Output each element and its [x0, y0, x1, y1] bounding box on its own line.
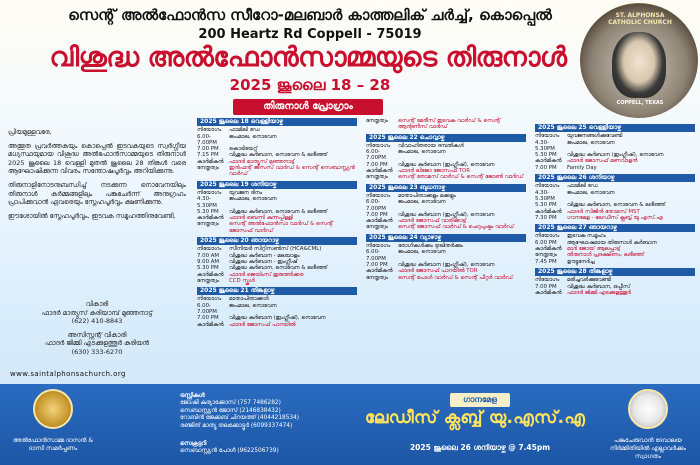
schedule-detail: സീനിയർ സിറ്റിസൺസ് (HCA&CML) — [229, 246, 322, 253]
schedule-detail: വിശുദ്ധ കുർബാന, നൊവേന & ലദീഞ്ഞ് — [567, 202, 666, 209]
schedule-time: കാർമികൻ — [535, 289, 562, 296]
saint-face-image — [612, 32, 666, 98]
schedule-row — [535, 259, 695, 265]
schedule-detail: സെന്റ് ജോസഫ് വാർഡ് & ചെറുപുഷ്പം വാർഡ് — [398, 224, 514, 231]
schedule-time: നേതൃത്വം — [366, 224, 388, 231]
schedule-time: നിയോഗം — [535, 233, 560, 240]
schedule-day — [366, 184, 526, 231]
schedule-row — [197, 165, 357, 178]
schedule-day — [535, 174, 695, 221]
schedule-detail: വിശുദ്ധ കുർബാന (ഇംഗ്ലീഷ്), നൊവേന — [398, 261, 495, 268]
church-building-icon — [628, 389, 668, 429]
trustees-title: ട്രസ്റ്റികൾ — [180, 393, 205, 399]
schedule-time: നേതൃത്വം — [535, 252, 557, 259]
schedule-detail: സെന്റ് മേരീസ് ഇടവക വാർഡ് & സെന്റ് ആന്റണീസ് വാർഡ് — [398, 118, 501, 131]
schedule-time: നേതൃത്വം — [197, 165, 219, 172]
schedule-day — [197, 287, 357, 328]
schedule-time: 7.00 AM — [197, 252, 220, 259]
schedule-detail: സെന്റ് അൽഫോൻസാ വാർഡ് & സെന്റ് ജോസഫ് വാർഡ് — [229, 221, 334, 234]
schedule-time: 5.30 PM — [197, 265, 219, 272]
schedule-time: നേതൃത്വം — [366, 118, 388, 124]
schedule-time: നിയോഗം — [535, 133, 560, 140]
schedule-time: നേതൃത്വം — [197, 221, 219, 228]
schedule-detail: വിശുദ്ധ കുർബാന, നൊവേന & ലദീഞ്ഞ് — [229, 152, 328, 159]
alphonsa-emblem-icon — [33, 389, 73, 429]
ganamela-label: ഗാനമേള — [450, 393, 510, 407]
schedule-detail: ഇൻഫന്റ് ജീസസ് വാർഡ് & സെന്റ് സെബാസ്റ്റ്യൻ വാർഡ് — [229, 165, 355, 178]
schedule-time: 4.30-5.30PM — [535, 139, 555, 152]
schedule-column-1 — [197, 118, 357, 331]
intro-greeting: പ്രിയമുള്ളവരേ, — [8, 128, 52, 136]
program-badge: തിരുനാൾ പ്രോഗ്രാം — [233, 99, 383, 115]
schedule-time: 7.00 PM — [366, 161, 388, 168]
schedule-detail: ഫാദർ ജെയിംസ് തുരുത്തിക്കര — [229, 271, 304, 278]
schedule-time: 7.45 PM — [535, 258, 557, 265]
schedule-detail: ജപമാല, നൊവേന — [398, 149, 446, 156]
schedule-time: 6.00-7.00PM — [366, 249, 386, 262]
schedule-detail: Family Day — [567, 164, 597, 171]
schedule-detail: ജപമാല, നൊവേന — [398, 199, 446, 206]
schedule-detail: ഫാദർ ജിമ്മി എടക്കുളത്തൂർ — [567, 289, 631, 296]
schedule-time: 7.00 PM — [197, 315, 219, 322]
schedule-time: 7.00 PM — [535, 164, 557, 171]
day-heading: 2025 ജൂലൈ 23 ബുധനാഴ്ച — [366, 184, 526, 192]
schedule-row — [197, 278, 357, 284]
schedule-row — [535, 215, 695, 221]
schedule-detail: വിശുദ്ധ കുർബാന (ഇംഗ്ലീഷ്), നൊവേന — [229, 315, 326, 322]
schedule-detail: കൊടിയേറ്റ് — [229, 146, 258, 153]
schedule-day — [535, 268, 695, 296]
schedule-detail: ഗാനമേള - ലേഡീസ് ക്ലബ്ബ് യു.എസ്.എ — [567, 214, 663, 221]
schedule-time: 6.00-7.00PM — [197, 302, 217, 316]
schedule-detail: സെന്റ് പോൾ വാർഡ് & സെന്റ് പീറ്റർ വാർഡ് — [398, 274, 513, 281]
schedule-time: 4.30-5.30PM — [197, 196, 217, 209]
schedule-column-3 — [535, 124, 695, 299]
feast-dates: 2025 ജൂലൈ 18 – 28 — [229, 76, 391, 94]
secretary-title: സെക്രട്ടറി — [180, 441, 207, 447]
schedule-time: നേതൃത്വം — [366, 274, 388, 281]
schedule-time: കാർമികൻ — [197, 321, 224, 328]
schedule-detail: രോഗികൾക്കും ദുഃഖിതർക്കും — [398, 243, 463, 250]
schedule-detail: ഫാദർ ജോസഫ് പാറയിൽ TOR — [398, 268, 478, 275]
schedule-time: നിയോഗം — [197, 296, 222, 303]
trustee-entry: രഞ്ജിത് മാത്യു തലക്കോട്ടൂർ (6099337474) — [180, 422, 293, 429]
schedule-time: നിയോഗം — [535, 277, 560, 284]
schedule-time: 5.30 PM — [535, 152, 557, 159]
schedule-detail: ഫാദർ ബെന്നി കുന്നപ്പിള്ളി — [229, 215, 293, 222]
schedule-detail: വിശുദ്ധ കുർബാന - മലയാളം — [229, 252, 300, 259]
church-name: സെന്റ് അൽഫോൻസ സീറോ-മലബാർ കാത്തലിക് ചർച്ച്, കൊപ്പെൽ — [68, 6, 552, 24]
trustees-block — [180, 393, 350, 430]
schedule-detail: വിശുദ്ധ കുർബാന, ഒപ്പീസ് — [567, 283, 631, 290]
day-heading: 2025 ജൂലൈ 18 വെള്ളിയാഴ്ച — [197, 118, 357, 126]
schedule-detail: CCD സ്കൂൾ — [229, 277, 255, 284]
schedule-detail: വിശുദ്ധ കുർബാന, നൊവേന & ലദീഞ്ഞ് — [229, 208, 328, 215]
schedule-day — [197, 118, 357, 178]
church-address: 200 Heartz Rd Coppell - 75019 — [198, 27, 422, 42]
schedule-detail: ഫാദർ ജോസഫ് മണവാളൻ — [567, 158, 638, 165]
schedule-row — [366, 149, 526, 162]
schedule-detail: ജപമാല, നൊവേന — [229, 133, 277, 140]
schedule-detail: ജപമാല, നൊവേന — [398, 249, 446, 256]
schedule-time: 7.00 PM — [197, 146, 219, 153]
trustee-entry: ജോഷി കുര്യാക്കോസ് (757 7486282) — [180, 400, 281, 407]
schedule-detail: മാതാപിതാക്കളും മക്കളും — [398, 192, 456, 199]
vicar-block — [8, 300, 186, 357]
schedule-time: 6.00-7.00PM — [366, 149, 386, 162]
schedule-detail: ഫാദർ ലിജോ ജോസഫ് TOR — [398, 168, 471, 175]
asst-vicar-title: അസിസ്റ്റന്റ് വികാരി — [67, 330, 127, 339]
schedule-day — [197, 181, 357, 234]
schedule-time: കാർമികൻ — [366, 218, 393, 225]
vicar-title: വികാരി — [85, 300, 109, 308]
schedule-time: നിയോഗം — [366, 142, 391, 149]
schedule-time: നിയോഗം — [366, 192, 391, 199]
schedule-time: കാർമികൻ — [366, 168, 393, 175]
schedule-row — [535, 190, 695, 203]
schedule-time: കാർമികൻ — [197, 215, 224, 222]
schedule-row — [197, 322, 357, 328]
schedule-detail: വിശുദ്ധ കുർബാന, നൊവേന & ലദീഞ്ഞ് — [229, 265, 328, 272]
schedule-detail: ജപമാല, നൊവേന — [567, 139, 615, 146]
schedule-time: 6.00-7.00PM — [197, 133, 217, 146]
secretary-block — [180, 441, 340, 455]
schedule-time: നേതൃത്വം — [366, 174, 388, 181]
schedule-time: 5.30 PM — [535, 202, 557, 209]
schedule-row — [197, 134, 357, 147]
schedule-row — [366, 275, 526, 281]
schedule-detail: തിരുനാൾ പ്രദക്ഷിണം, ലദീഞ്ഞ് — [567, 252, 645, 259]
schedule-time: 7.15 PM — [197, 152, 219, 159]
schedule-day — [366, 118, 526, 131]
asst-vicar-phone: (630) 333-6270 — [71, 347, 123, 356]
feast-title: വിശുദ്ധ അൽഫോൻസാമ്മയുടെ തിരുനാൾ — [49, 42, 567, 73]
intro-signoff: ഈശോയിൽ സ്നേഹപൂർവ്വം, ഇടവക സമൂഹത്തിനുവേണ്ടി, — [8, 211, 176, 220]
schedule-time: 7.00 PM — [535, 283, 557, 290]
schedule-time: 7.30 PM — [535, 214, 557, 221]
schedule-row — [366, 118, 526, 131]
schedule-row — [535, 140, 695, 153]
schedule-detail: വിശുദ്ധ കുർബാന - ഇംഗ്ലീഷ് — [229, 258, 298, 265]
schedule-row — [366, 249, 526, 262]
schedule-detail: ജപമാല, നൊവേന — [229, 196, 277, 203]
day-heading: 2025 ജൂലൈ 21 തിങ്കളാഴ്ച — [197, 287, 357, 295]
schedule-time: കാർമികൻ — [535, 158, 562, 165]
schedule-detail: ഫാദർ ജോസഫ് പാറയിൽ — [229, 321, 296, 328]
schedule-detail: വിവാഹിതരായ ദമ്പതികൾ — [398, 142, 464, 149]
schedule-time: നിയോഗം — [197, 189, 222, 196]
schedule-time: കാർമികൻ — [535, 208, 562, 215]
schedule-row — [197, 221, 357, 234]
schedule-detail: മരിച്ചവർക്കുവേണ്ടി — [567, 277, 611, 284]
schedule-column-2 — [366, 118, 526, 284]
schedule-detail: യുവജനങ്ങൾക്കുവേണ്ടി — [567, 133, 623, 140]
schedule-day — [535, 224, 695, 265]
schedule-time: കാർമികൻ — [366, 268, 393, 275]
schedule-detail: വിശുദ്ധ കുർബാന (ഇംഗ്ലീഷ്), നൊവേന — [567, 152, 664, 159]
schedule-row — [366, 224, 526, 230]
day-heading: 2025 ജൂലൈ 24 വ്യാഴാഴ്ച — [366, 234, 526, 242]
schedule-time: കാർമികൻ — [535, 246, 562, 253]
secretary-name: സെബാസ്റ്റ്യൻ പോൾ (9622506739) — [180, 448, 279, 455]
day-heading: 2025 ജൂലൈ 28 തിങ്കളാഴ്ച — [535, 268, 695, 276]
schedule-day — [197, 237, 357, 284]
vicar-phone: (622) 410-8843 — [71, 317, 123, 326]
schedule-day — [366, 134, 526, 181]
day-heading: 2025 ജൂലൈ 22 ചൊവ്വാഴ്ച — [366, 134, 526, 142]
schedule-time: 4.30-5.30PM — [535, 189, 555, 202]
schedule-detail: യുവജന ദിനം — [229, 189, 263, 196]
schedule-detail: ഫാദർ മാത്യുസ് മുഞ്ഞനാട്ട് — [229, 158, 295, 165]
schedule-detail: വിശുദ്ധ കുർബാന (ഇംഗ്ലീഷ്), നൊവേന — [398, 211, 495, 218]
portrait-ring-text: ST. ALPHONSA CATHOLIC CHURCH — [608, 12, 672, 26]
schedule-time: നിയോഗം — [366, 243, 391, 250]
asst-vicar-name: ഫാദർ ജിമ്മി എടക്കുളത്തൂർ കുരിയൻ — [45, 339, 149, 348]
ganamela-date: 2025 ജൂലൈ 26 ശനിയാഴ്ച @ 7.45pm — [409, 443, 551, 452]
schedule-row — [197, 196, 357, 209]
schedule-time: നിയോഗം — [535, 183, 560, 190]
schedule-detail: ഫാമിലി ഡേ — [229, 127, 260, 134]
schedule-detail: സെന്റ് തോമസ് വാർഡ് & സെന്റ് ജോൺ വാർഡ് — [398, 174, 524, 181]
schedule-time: 6.00 PM — [535, 239, 557, 246]
schedule-detail: മാതാപിതാക്കൾ — [229, 296, 269, 303]
schedule-detail: ഫാദർ സിജിൻ തോമസ് MST — [567, 208, 640, 215]
website-link[interactable]: www.saintalphonsachurch.org — [10, 370, 126, 378]
intro-paragraph: തിരുനാളിനോടനുബന്ധിച്ച് നടക്കുന്ന നൊവേനയിലും തിരുനാൾ കർമ്മങ്ങളിലും പങ്കുചേർന്ന് അനുഗ്രഹം പ്രാപിക്കുവാൻ ഏവരെയും സ്നേഹപൂർവ്വം ക്ഷണിക്കുന്നു. — [8, 180, 186, 207]
schedule-day — [366, 234, 526, 281]
portrait-location: COPPELL, TEXAS — [616, 100, 664, 106]
schedule-detail: ഊട്ടുനേർച്ച — [567, 258, 595, 265]
left-emblem-caption: അൽഫോൻസാമ്മ ദാസൻ & ദാസി സമർപ്പണം — [12, 437, 94, 452]
schedule-time: 5.30 PM — [197, 208, 219, 215]
schedule-time: 7.00 PM — [366, 261, 388, 268]
trustee-entry: റോബിൻ ജേക്കബ് ചിറയത്ത് (4044218534) — [180, 415, 300, 422]
day-heading: 2025 ജൂലൈ 19 ശനിയാഴ്ച — [197, 181, 357, 189]
schedule-row — [366, 199, 526, 212]
schedule-time: കാർമികൻ — [197, 271, 224, 278]
schedule-detail: ഇടവക സമൂഹം — [567, 233, 606, 240]
day-heading: 2025 ജൂലൈ 20 ഞായറാഴ്ച — [197, 237, 357, 245]
schedule-time: നിയോഗം — [197, 127, 222, 134]
schedule-time: കാർമികൻ — [197, 158, 224, 165]
schedule-time: നേതൃത്വം — [197, 277, 219, 284]
schedule-detail: ആഘോഷമായ തിരുനാൾ കുർബാന — [567, 239, 657, 246]
schedule-row — [366, 174, 526, 180]
schedule-time: 6.00-7.00PM — [366, 199, 386, 212]
ganamela-title: ലേഡീസ് ക്ലബ്ബ് യു.എസ്.എ — [364, 408, 586, 428]
schedule-row — [197, 303, 357, 316]
schedule-detail: മാർ ജോയ് ആലപ്പാട്ട് — [567, 246, 621, 253]
schedule-time: നിയോഗം — [197, 246, 222, 253]
intro-paragraph: അത്ഭുത പ്രവർത്തകയും കൊപ്പെൽ ഇടവകയുടെ സ്വർഗ്ഗീയ മധ്യസ്ഥയുമായ വിശുദ്ധ അൽഫോൻസാമ്മയുടെ തിരുനാൾ 2025 ജൂലൈ 18 വെള്ളി മുതൽ ജൂലൈ 28 തിങ്കൾ വരെ ആഘോഷിക്കുന്ന വിവരം സന്തോഷപൂർവ്വം അറിയിക്കുന്നു. — [8, 141, 186, 176]
vicar-name: ഫാദർ മാത്യുസ് കുരിയാമ്പ് മുഞ്ഞനാട്ട് — [41, 308, 153, 317]
day-heading: 2025 ജൂലൈ 26 ശനിയാഴ്ച — [535, 174, 695, 182]
schedule-detail: ഫാദർ ജോസഫ് വാരിക്കാട്ട് — [398, 218, 467, 225]
schedule-row — [535, 290, 695, 296]
trustee-entry: സെബാസ്റ്റ്യൻ ജോസ് (2146838432) — [180, 407, 281, 414]
schedule-day — [535, 124, 695, 171]
day-heading: 2025 ജൂലൈ 25 വെള്ളിയാഴ്ച — [535, 124, 695, 132]
schedule-detail: ഫാമിലി ഡേ — [567, 183, 598, 190]
right-emblem-caption: പങ്കുചേരുവാൻ ദേവാലയ നിർമ്മിതിയിൽ എല്ലാവർക്കും സ്വാഗതം — [610, 437, 686, 460]
schedule-row — [535, 165, 695, 171]
schedule-detail: ജപമാല, നൊവേന — [229, 302, 277, 309]
day-heading: 2025 ജൂലൈ 27 ഞായറാഴ്ച — [535, 224, 695, 232]
intro-letter — [8, 128, 186, 225]
schedule-time: 7.00 PM — [366, 211, 388, 218]
schedule-time: 9.00 AM — [197, 258, 220, 265]
schedule-detail: വിശുദ്ധ കുർബാന (ഇംഗ്ലീഷ്), നൊവേന — [398, 161, 495, 168]
schedule-detail: ജപമാല, നൊവേന — [567, 189, 615, 196]
